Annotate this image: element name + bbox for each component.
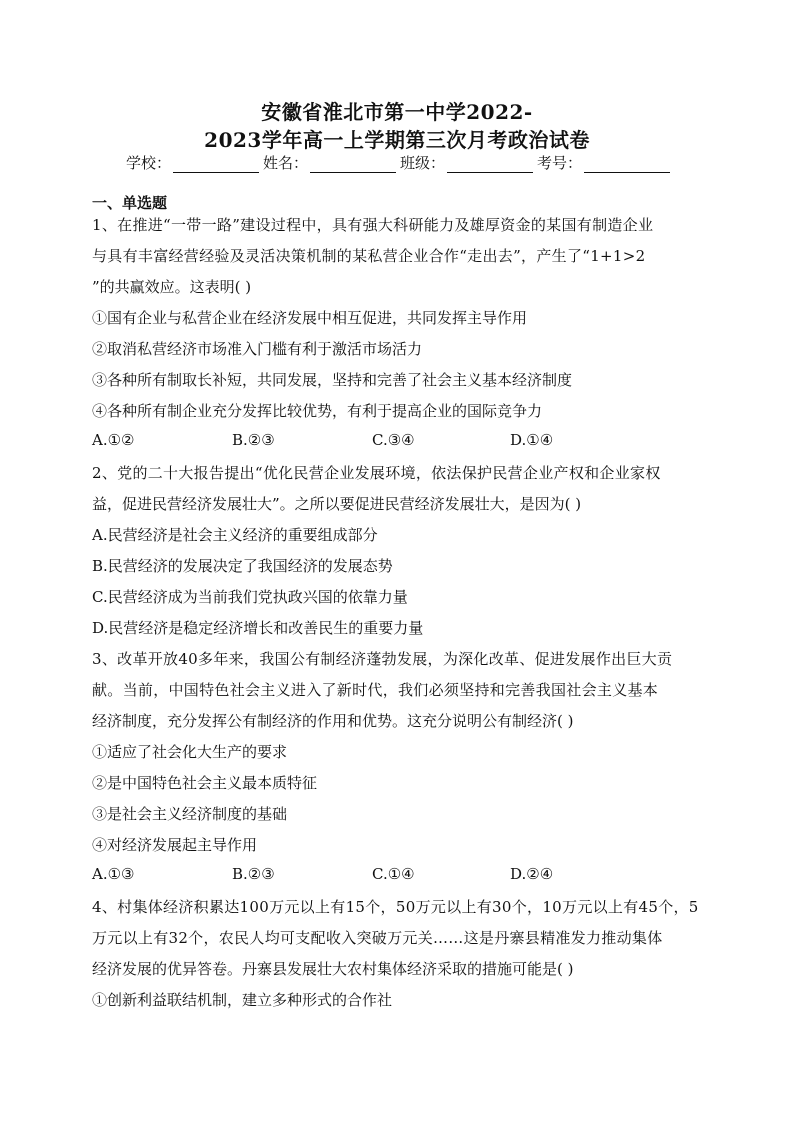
q3-statement-3: ③是社会主义经济制度的基础	[92, 805, 288, 823]
q4-statement-1: ①创新利益联结机制，建立多种形式的合作社	[92, 991, 393, 1009]
q1-option-b[interactable]: B.②③	[232, 431, 275, 449]
q1-statement-2: ②取消私营经济市场准入门槛有利于激活市场活力	[92, 340, 423, 358]
q3-stem-line1: 3、改革开放40多年来，我国公有制经济蓬勃发展，为深化改革、促进发展作出巨大贡	[92, 650, 673, 668]
section-title: 一、单选题	[92, 194, 168, 212]
q2-stem-line1: 2、党的二十大报告提出“优化民营企业发展环境，依法保护民营企业产权和企业家权	[92, 464, 661, 482]
school-blank[interactable]	[173, 156, 259, 173]
q1-stem-line1: 1、在推进“一带一路”建设过程中，具有强大科研能力及雄厚资金的某国有制造企业	[92, 216, 654, 234]
q1-option-d[interactable]: D.①④	[510, 431, 554, 449]
q3-statement-1: ①适应了社会化大生产的要求	[92, 743, 288, 761]
q1-statement-1: ①国有企业与私营企业在经济发展中相互促进，共同发挥主导作用	[92, 309, 528, 327]
name-label: 姓名：	[263, 154, 309, 172]
q2-choice-c[interactable]: C.民营经济成为当前我们党执政兴国的依靠力量	[92, 588, 408, 606]
q2-choice-d[interactable]: D.民营经济是稳定经济增长和改善民生的重要力量	[92, 619, 424, 637]
q3-statement-2: ②是中国特色社会主义最本质特征	[92, 774, 318, 792]
q1-statement-4: ④各种所有制企业充分发挥比较优势，有利于提高企业的国际竞争力	[92, 402, 543, 420]
q3-options	[92, 865, 692, 885]
name-blank[interactable]	[310, 156, 396, 173]
exam-title-line2: 2023学年高一上学期第三次月考政治试卷	[204, 128, 590, 152]
q3-stem-line3: 经济制度，充分发挥公有制经济的作用和优势。这充分说明公有制经济( )	[92, 712, 574, 730]
q1-stem-line3: ”的共赢效应。这表明( )	[92, 278, 252, 296]
q3-option-b[interactable]: B.②③	[232, 865, 275, 883]
class-blank[interactable]	[447, 156, 533, 173]
q4-stem-line2: 万元以上有32个，农民人均可支配收入突破万元关……这是丹寨县精准发力推动集体	[92, 929, 663, 947]
q1-stem-line2: 与具有丰富经营经验及灵活决策机制的某私营企业合作“走出去”，产生了“1+1>2	[92, 247, 646, 265]
q4-stem-line1: 4、村集体经济积累达100万元以上有15个，50万元以上有30个，10万元以上有45个，5	[92, 898, 699, 916]
school-label: 学校：	[126, 154, 172, 172]
q3-option-c[interactable]: C.①④	[372, 865, 415, 883]
q3-option-d[interactable]: D.②④	[510, 865, 554, 883]
exam-title-line1: 安徽省淮北市第一中学2022-	[261, 100, 533, 124]
q4-stem-line3: 经济发展的优异答卷。丹寨县发展壮大农村集体经济采取的措施可能是( )	[92, 960, 574, 978]
q3-statement-4: ④对经济发展起主导作用	[92, 836, 258, 854]
q1-statement-3: ③各种所有制取长补短，共同发展，坚持和完善了社会主义基本经济制度	[92, 371, 573, 389]
q3-option-a[interactable]: A.①③	[92, 865, 135, 883]
q1-options	[92, 431, 692, 451]
q2-choice-b[interactable]: B.民营经济的发展决定了我国经济的发展态势	[92, 557, 393, 575]
q1-option-a[interactable]: A.①②	[92, 431, 135, 449]
class-label: 班级：	[400, 154, 446, 172]
q3-stem-line2: 献。当前，中国特色社会主义进入了新时代，我们必须坚持和完善我国社会主义基本	[92, 681, 659, 699]
q1-option-c[interactable]: C.③④	[372, 431, 415, 449]
exam-no-blank[interactable]	[584, 156, 670, 173]
q2-choice-a[interactable]: A.民营经济是社会主义经济的重要组成部分	[92, 526, 378, 544]
q2-stem-line2: 益，促进民营经济发展壮大”。之所以要促进民营经济发展壮大，是因为( )	[92, 495, 582, 513]
exam-no-label: 考号：	[537, 154, 583, 172]
student-info-line	[126, 152, 686, 173]
